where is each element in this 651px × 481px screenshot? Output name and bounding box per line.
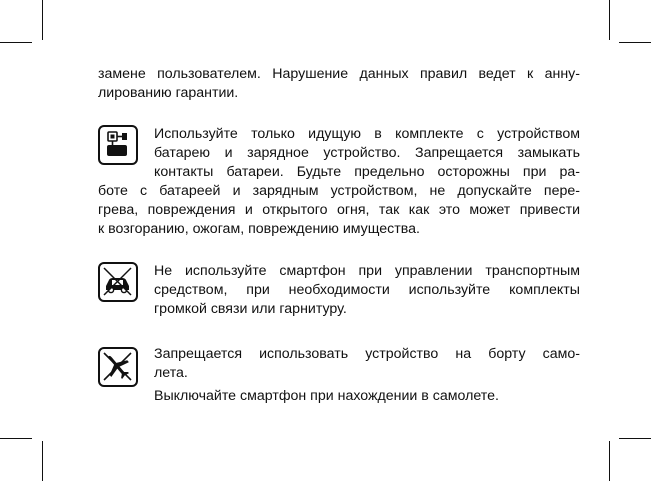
airplane-line-3: Выключайте смартфон при нахождении в самолете. (154, 388, 499, 404)
driving-line-3: громкой связи или гарнитуру. (154, 301, 347, 317)
crop-mark-top-right-horizontal (619, 42, 651, 43)
battery-line-6: к возгоранию, ожогам, повреждению имущества. (98, 221, 420, 237)
no-phone-while-driving-icon (98, 262, 138, 302)
battery-line-4: боте с батареей и зарядным устройством, не допускайте пере- (98, 183, 580, 199)
airplane-line-1: Запрещается использовать устройство на борту само- (154, 346, 580, 362)
no-airplane-icon (98, 347, 138, 387)
crop-mark-top-left-horizontal (0, 42, 32, 43)
driving-line-1: Не используйте смартфон при управлении транспортным (154, 263, 580, 279)
battery-charger-icon (98, 125, 138, 165)
intro-line-2: лированию гарантии. (98, 85, 239, 101)
crop-mark-bottom-right-vertical (609, 441, 610, 481)
crop-mark-top-right-vertical (609, 0, 610, 40)
intro-line-1: замене пользователем. Нарушение данных правил ведет к анну- (98, 66, 580, 82)
crop-mark-bottom-left-vertical (42, 441, 43, 481)
driving-line-2: средством, при необходимости используйте комплекты (154, 282, 580, 298)
battery-line-1: Используйте только идущую в комплекте с устройством (154, 126, 580, 142)
crop-mark-bottom-right-horizontal (619, 438, 651, 439)
airplane-line-2: лета. (154, 365, 188, 381)
battery-line-3: контакты батареи. Будьте предельно осторожны при ра- (154, 164, 580, 180)
crop-mark-top-left-vertical (42, 0, 43, 40)
battery-line-5: грева, повреждения и открытого огня, так как это может привести (98, 202, 580, 218)
battery-line-2: батарею и зарядное устройство. Запрещается замыкать (154, 145, 580, 161)
crop-mark-bottom-left-horizontal (0, 438, 32, 439)
